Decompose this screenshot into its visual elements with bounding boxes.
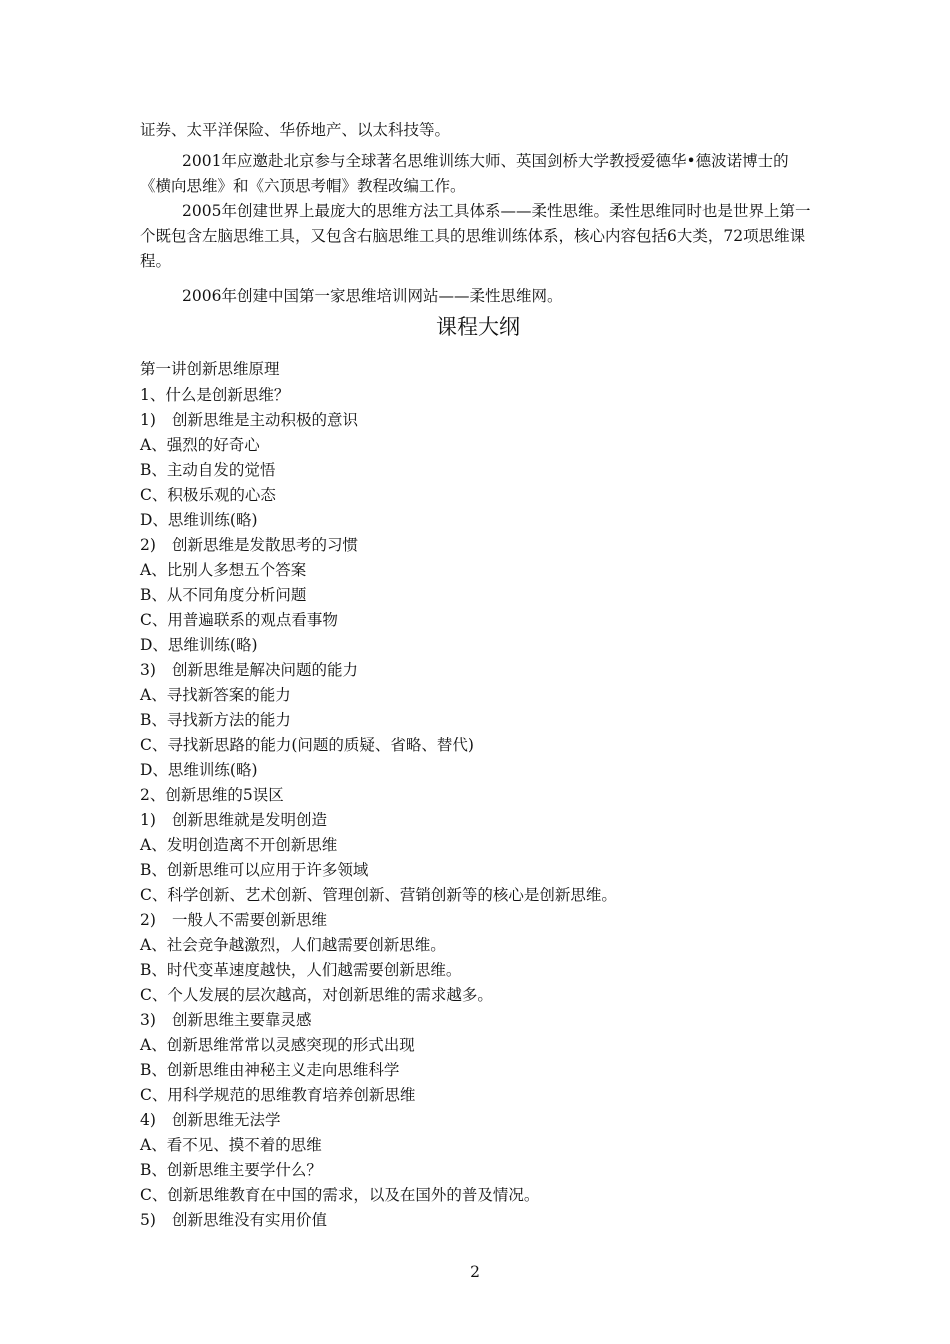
outline-item-text: C、用普遍联系的观点看事物 (140, 611, 338, 629)
outline-item-text: C、寻找新思路的能力(问题的质疑、省略、替代) (140, 736, 474, 754)
outline-item-text: A、强烈的好奇心 (140, 436, 260, 454)
outline-item-text: B、主动自发的觉悟 (140, 461, 276, 479)
outline-item-text: A、发明创造离不开创新思维 (140, 836, 338, 854)
outline-item-number: 3) (140, 661, 156, 679)
outline-item-text: D、思维训练(略) (140, 761, 258, 779)
continuation-line: 证券、太平洋保险、华侨地产、以太科技等。 (140, 121, 451, 139)
outline-sub (140, 808, 816, 833)
outline-item-text: C、积极乐观的心态 (140, 486, 276, 504)
outline-item-text: 创新思维是发散思考的习惯 (172, 536, 359, 554)
outline-item-text: B、寻找新方法的能力 (140, 711, 291, 729)
outline-point (140, 1183, 816, 1208)
outline-item-text: C、个人发展的层次越高，对创新思维的需求越多。 (140, 986, 493, 1004)
outline-item-text: 创新思维是解决问题的能力 (172, 661, 359, 679)
outline-point (140, 483, 816, 508)
outline-item-text: D、思维训练(略) (140, 511, 258, 529)
outline-sub (140, 1108, 816, 1133)
outline-item-text: 一般人不需要创新思维 (172, 911, 328, 929)
outline-point (140, 1058, 816, 1083)
outline-point (140, 458, 816, 483)
outline-point (140, 733, 816, 758)
outline-point (140, 833, 816, 858)
outline-lecture (140, 355, 816, 383)
paragraph-2005: 2005年创建世界上最庞大的思维方法工具体系——柔性思维。柔性思维同时也是世界上第一个既包含左脑思维工具，又包含右脑思维工具的思维训练体系，核心内容包括6大类，72项思维课程。 (140, 202, 811, 270)
outline-point (140, 958, 816, 983)
outline-point (140, 933, 816, 958)
page-number: 2 (470, 1263, 480, 1281)
outline-item-text: 创新思维没有实用价值 (172, 1211, 328, 1229)
outline-list (140, 355, 816, 1233)
outline-point (140, 883, 816, 908)
outline-point (140, 708, 816, 733)
outline-item-text: A、创新思维常常以灵感突现的形式出现 (140, 1036, 415, 1054)
outline-item-text: A、比别人多想五个答案 (140, 561, 307, 579)
outline-point (140, 1083, 816, 1108)
outline-item-text: 创新思维就是发明创造 (172, 811, 328, 829)
outline-point (140, 433, 816, 458)
paragraph-2006: 2006年创建中国第一家思维培训网站——柔性思维网。 (182, 287, 563, 305)
outline-sub (140, 1008, 816, 1033)
paragraph-2001: 2001年应邀赴北京参与全球著名思维训练大师、英国剑桥大学教授爱德华•德波诺博士的《横向思维》和《六顶思考帽》教程改编工作。 (140, 152, 789, 195)
outline-item-text: 第一讲创新思维原理 (140, 360, 280, 378)
outline-point (140, 1133, 816, 1158)
outline-item-number: 5) (140, 1211, 156, 1229)
outline-item-text: B、创新思维主要学什么？ (140, 1161, 322, 1179)
outline-item-text: B、从不同角度分析问题 (140, 586, 307, 604)
outline-item-text: C、科学创新、艺术创新、管理创新、营销创新等的核心是创新思维。 (140, 886, 617, 904)
outline-item-text: C、创新思维教育在中国的需求，以及在国外的普及情况。 (140, 1186, 540, 1204)
outline-item-number: 2) (140, 911, 156, 929)
outline-item-text: B、创新思维由神秘主义走向思维科学 (140, 1061, 400, 1079)
outline-section (140, 383, 816, 408)
outline-item-text: A、社会竞争越激烈，人们越需要创新思维。 (140, 936, 446, 954)
outline-item-text: 2、创新思维的5误区 (140, 786, 284, 804)
outline-item-text: B、时代变革速度越快，人们越需要创新思维。 (140, 961, 462, 979)
outline-sub (140, 1208, 816, 1233)
outline-point (140, 1158, 816, 1183)
outline-point (140, 983, 816, 1008)
outline-item-text: D、思维训练(略) (140, 636, 258, 654)
outline-item-text: 1、什么是创新思维？ (140, 386, 290, 404)
outline-item-number: 4) (140, 1111, 156, 1129)
outline-point (140, 758, 816, 783)
outline-point (140, 583, 816, 608)
outline-title: 课程大纲 (436, 315, 520, 339)
outline-point (140, 508, 816, 533)
outline-point (140, 683, 816, 708)
outline-item-number: 1) (140, 411, 156, 429)
outline-item-text: 创新思维主要靠灵感 (172, 1011, 312, 1029)
outline-item-text: B、创新思维可以应用于许多领域 (140, 861, 369, 879)
outline-point (140, 558, 816, 583)
outline-item-text: A、寻找新答案的能力 (140, 686, 291, 704)
outline-item-number: 2) (140, 536, 156, 554)
outline-point (140, 858, 816, 883)
outline-sub (140, 533, 816, 558)
outline-sub (140, 658, 816, 683)
outline-section (140, 783, 816, 808)
outline-item-text: C、用科学规范的思维教育培养创新思维 (140, 1086, 416, 1104)
outline-item-text: A、看不见、摸不着的思维 (140, 1136, 322, 1154)
outline-sub (140, 408, 816, 433)
outline-point (140, 633, 816, 658)
outline-item-number: 1) (140, 811, 156, 829)
outline-item-text: 创新思维无法学 (172, 1111, 281, 1129)
outline-sub (140, 908, 816, 933)
outline-point (140, 608, 816, 633)
outline-item-text: 创新思维是主动积极的意识 (172, 411, 359, 429)
outline-item-number: 3) (140, 1011, 156, 1029)
outline-point (140, 1033, 816, 1058)
biography-section (140, 118, 816, 309)
